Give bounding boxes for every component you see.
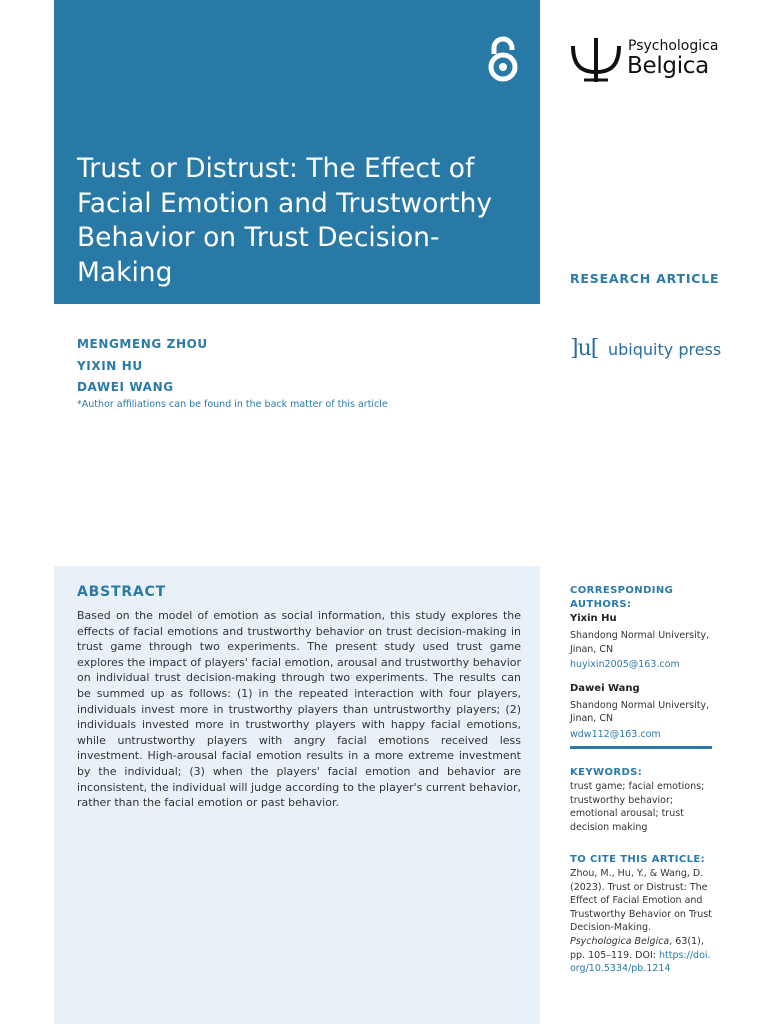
article-type-label: RESEARCH ARTICLE [570,271,720,286]
keywords-heading: KEYWORDS: [570,767,643,778]
citation-section [570,853,715,976]
journal-name-line1: Psychologica [628,38,719,54]
corresponding-author-affiliation: Shandong Normal University, Jinan, CN [570,699,710,725]
article-title: Trust or Distrust: The Effect of Facial Emotion and Trustworthy Behavior on Trust Decision-Making [77,153,493,288]
publisher-name: ubiquity press [608,340,722,359]
author-name[interactable]: MENGMENG ZHOU [77,337,208,351]
abstract-text: Based on the model of emotion as social information, this study explores the effects of facial emotions and trustworthy behavior on trust decision-making in trust game through two experiments. The present study used trust game explores the impact of players' facial emotion, arousal and trustworthy behavior on individual trust decision-making through two experiments. The results can be summed up as follows: (1) in the repeated interaction with four players, individuals invest more in trustworthy players than untrustworthy players; (2) individuals invested more in trustworthy players with happy facial emotions, while untrustworthy players with angry facial emotions received less investment. High-arousal facial emotion results in a more extreme investment by the individual; (3) when the players' facial emotion and behavior are inconsistent, the individual will judge according to the player's current behavior, rather than the facial emotion or past behavior. [77,609,521,810]
citation-body: Zhou, M., Hu, Y., & Wang, D. (2023). Trust or Distrust: The Effect of Facial Emotion and Trustworthy Behavior on Trust Decision-Making. [570,868,712,934]
publisher-mark: ]u[ [570,336,599,361]
corresponding-heading: CORRESPONDING AUTHORS: [570,585,674,610]
open-access-icon [485,34,521,84]
journal-name-line2: Belgica [627,53,709,79]
citation-heading: TO CITE THIS ARTICLE: [570,854,706,865]
keywords-section [570,766,715,834]
corresponding-author-name: Yixin Hu [570,613,617,624]
sidebar-divider [570,746,712,749]
citation-volume: , 63(1), pp. 105–119. DOI: [570,935,704,961]
corresponding-author-email[interactable]: wdw112@163.com [570,728,661,740]
affiliation-note[interactable]: *Author affiliations can be found in the back matter of this article [77,399,388,410]
citation-text [570,867,715,976]
author-name[interactable]: DAWEI WANG [77,380,174,394]
author-name[interactable]: YIXIN HU [77,358,143,373]
journal-logo[interactable] [570,36,720,84]
author-list [77,334,208,399]
corresponding-authors [570,584,715,742]
keywords-text: trust game; facial emotions; trustworthy behavior; emotional arousal; trust decision making [570,781,705,833]
abstract-heading: ABSTRACT [77,584,166,600]
citation-doi-link[interactable]: https://doi.org/10.5334/pb.1214 [570,949,711,975]
corresponding-author-email[interactable]: huyixin2005@163.com [570,659,680,671]
psi-logo-icon [570,36,622,84]
corresponding-author-affiliation: Shandong Normal University, Jinan, CN [570,630,710,655]
citation-journal: Psychologica Belgica [570,935,670,947]
corresponding-author-name: Dawei Wang [570,682,640,694]
